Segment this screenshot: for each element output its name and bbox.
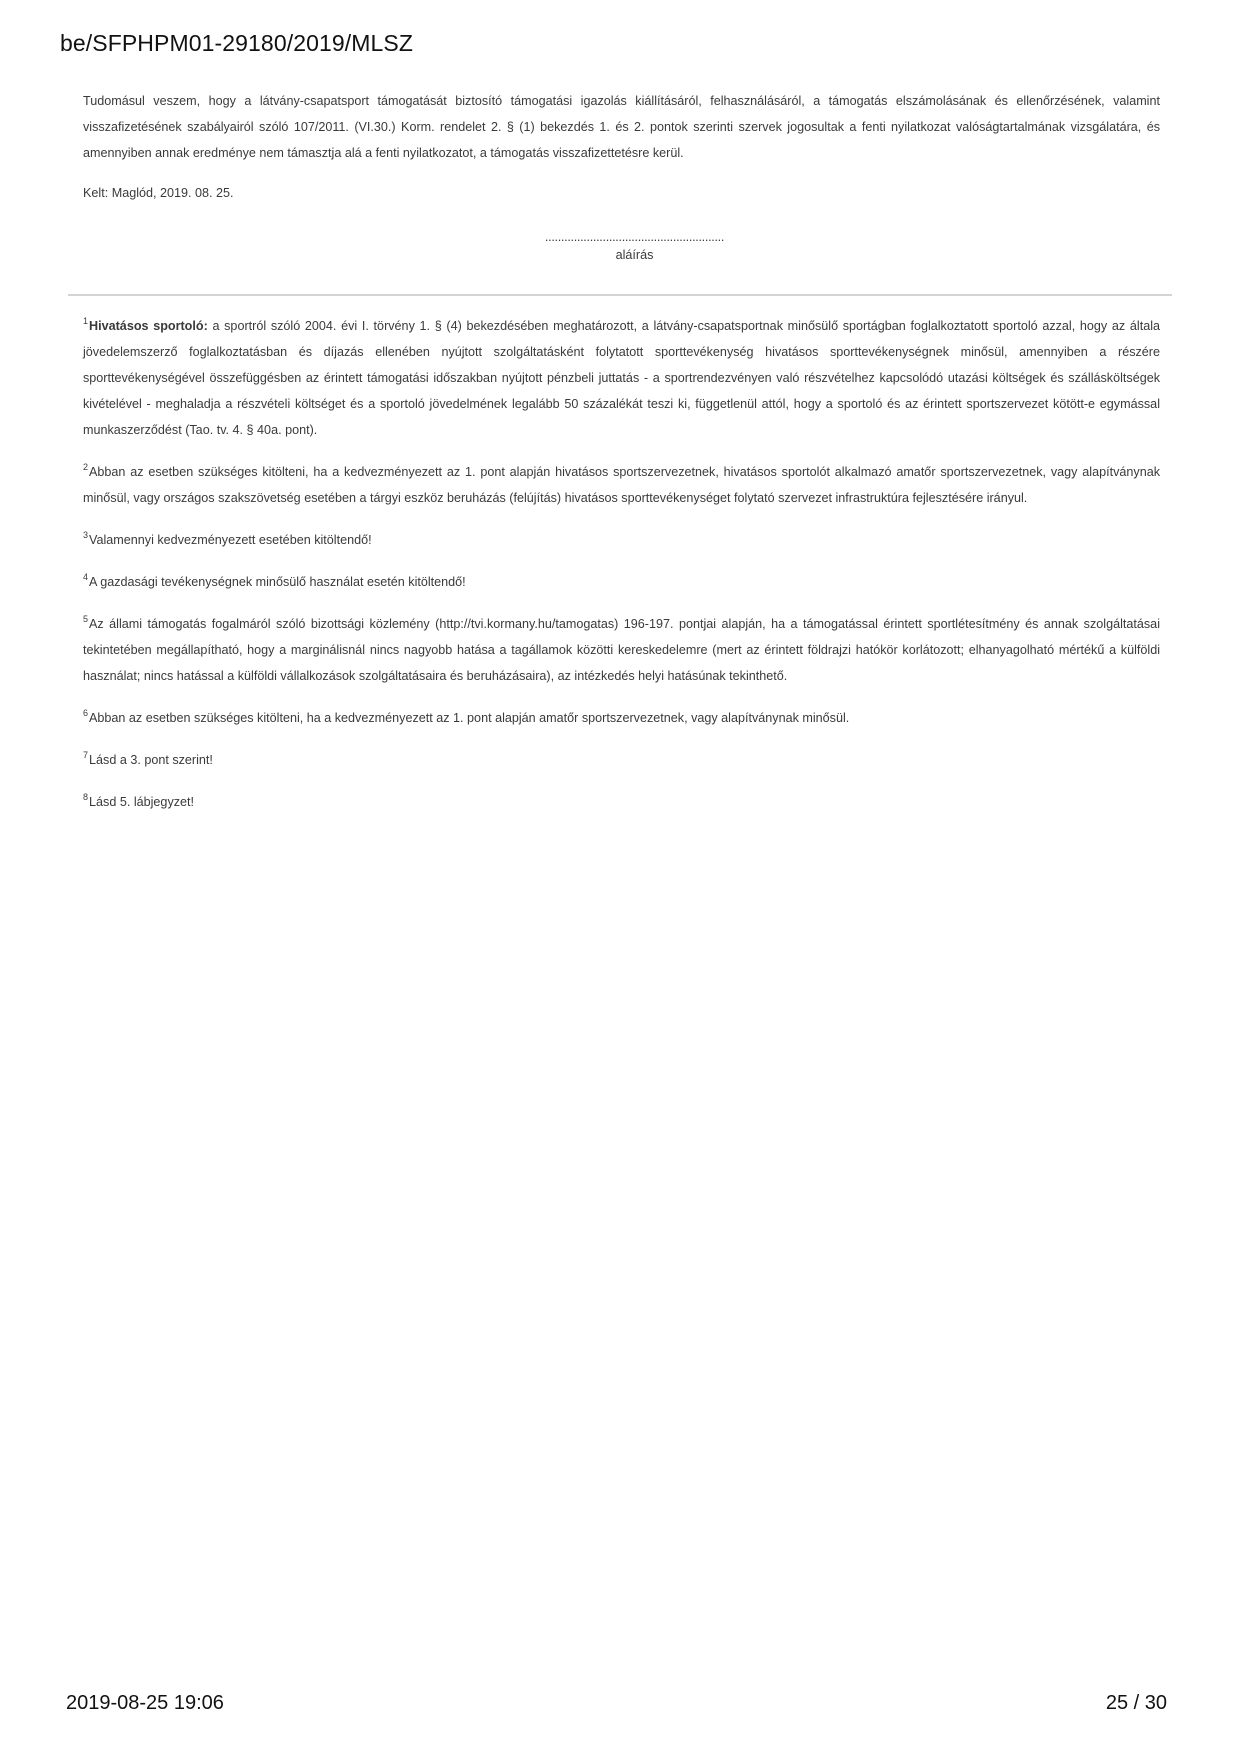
footnote-3 [83, 527, 1160, 553]
footnote-text: Lásd 5. lábjegyzet! [89, 795, 195, 809]
document-id: be/SFPHPM01-29180/2019/MLSZ [60, 30, 414, 56]
footnote-separator [68, 294, 1172, 296]
declaration-section [83, 88, 1160, 264]
footnote-7 [83, 747, 1160, 773]
footnote-number: 1 [83, 316, 89, 326]
footnote-number: 3 [83, 530, 89, 540]
footnote-text: Lásd a 3. pont szerint! [89, 753, 213, 767]
signature-line: ........................................................ [544, 230, 725, 244]
print-timestamp: 2019-08-25 19:06 [66, 1692, 224, 1714]
footnote-text: A gazdasági tevékenységnek minősülő használat esetén kitöltendő! [89, 575, 466, 589]
date-line: Kelt: Maglód, 2019. 08. 25. [83, 186, 234, 200]
footnote-1 [83, 313, 1160, 443]
footnote-text: Az állami támogatás fogalmáról szóló bizottsági közlemény (http://tvi.kormany.hu/tamogatas) 196-197. pontjai alapján, ha a támogatással érintett sportlétesítmény és annak szolgáltatásai tekintetében megállapítható, hogy a marginálisnál nincs nagyobb hatása a tagállamok közötti kereskedelemre (mert az érintett földrajzi hatókör korlátozott; elhanyagolható mértékű a külföldi használat; nincs hatással a külföldi vállalkozások szolgáltatásaira és beruházásaira), az intézkedés helyi hatásúnak tekinthető. [83, 617, 1160, 683]
signature-label: aláírás [615, 248, 654, 262]
page-number: 25 / 30 [1105, 1692, 1167, 1714]
footnote-2 [83, 459, 1160, 511]
footnote-4 [83, 569, 1160, 595]
footnote-8 [83, 789, 1160, 815]
footnote-term: Hivatásos sportoló: [89, 319, 208, 333]
footnote-number: 4 [83, 572, 89, 582]
footnote-text: Abban az esetben szükséges kitölteni, ha a kedvezményezett az 1. pont alapján amatőr sportszervezetnek, vagy alapítványnak minősül. [89, 711, 850, 725]
footnote-text: Valamennyi kedvezményezett esetében kitöltendő! [89, 533, 372, 547]
footnote-number: 2 [83, 462, 89, 472]
footnote-text: Abban az esetben szükséges kitölteni, ha a kedvezményezett az 1. pont alapján hivatásos sportszervezetnek, hivatásos sportolót alkalmazó amatőr sportszervezetnek, vagy alapítványnak minősül, vagy országos szakszövetség esetében a tárgyi eszköz beruházás (felújítás) hivatásos sporttevékenységet folytató szervezet infrastruktúra fejlesztésére irányul. [83, 465, 1160, 505]
footnote-6 [83, 705, 1160, 731]
footnote-number: 5 [83, 614, 89, 624]
footnote-number: 8 [83, 792, 89, 802]
footnote-number: 7 [83, 750, 89, 760]
footnote-5 [83, 611, 1160, 689]
footnote-number: 6 [83, 708, 89, 718]
footnote-text: a sportról szóló 2004. évi I. törvény 1. § (4) bekezdésében meghatározott, a látvány-csapatsportnak minősülő sportágban foglalkoztatott sportoló azzal, hogy az általa jövedelemszerző foglalkoztatásban és díjazás ellenében nyújtott szolgáltatásként folytatott sporttevékenység hivatásos sporttevékenységnek minősül, amennyiben a részére sporttevékenységével összefüggésben az érintett támogatási időszakban nyújtott pénzbeli juttatás - a sportrendezvényen való részvételhez kapcsolódó utazási költségek és szállásköltségek kivételével - meghaladja a részvételi költséget és a sportoló jövedelmének legalább 50 százalékát teszi ki, függetlenül attól, hogy a sportoló és az érintett sportszervezet kötött-e egymással munkaszerződést (Tao. tv. 4. § 40a. pont). [83, 319, 1161, 437]
declaration-text: Tudomásul veszem, hogy a látvány-csapatsport támogatását biztosító támogatási igazolás kiállításáról, felhasználásáról, a támogatás elszámolásának és ellenőrzésének, valamint visszafizetésének szabályairól szóló 107/2011. (VI.30.) Korm. rendelet 2. § (1) bekezdés 1. és 2. pontok szerinti szervek jogosultak a fenti nyilatkozat valóságtartalmának vizsgálatára, és amennyiben annak eredménye nem támasztja alá a fenti nyilatkozatot, a támogatás visszafizettetésre kerül. [83, 94, 1160, 160]
footnotes-section [83, 313, 1160, 831]
signature-block [83, 228, 1160, 264]
